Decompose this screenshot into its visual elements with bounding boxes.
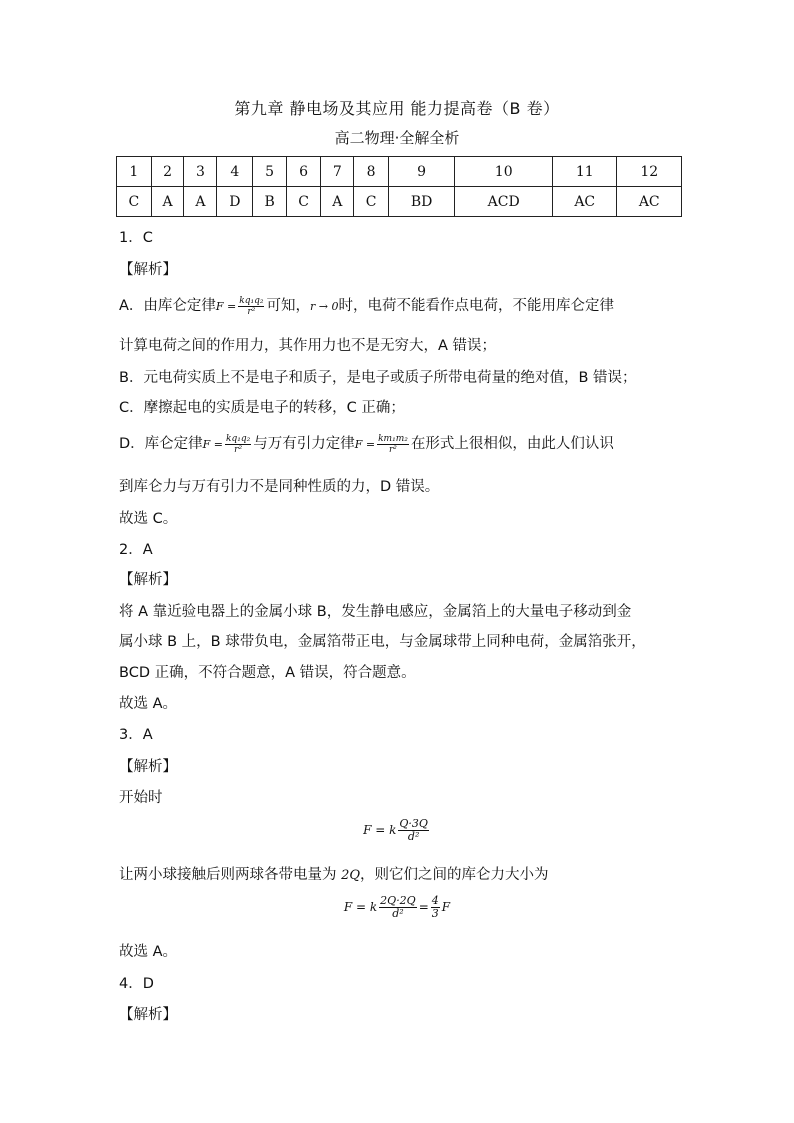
equals-sign: = (418, 900, 429, 914)
q1-conclusion: 故选 C。 (119, 511, 178, 527)
fraction-denominator: r² (234, 444, 243, 455)
table-cell: BD (388, 187, 455, 217)
table-cell: 10 (455, 157, 553, 187)
limit-expression: r → 0 (309, 300, 339, 313)
q1-option-b: B．元电荷实质上不是电子和质子，是电子或质子所带电荷量的绝对值，B 错误； (119, 370, 637, 386)
table-cell: 7 (321, 157, 354, 187)
fraction-denominator: r² (247, 306, 256, 317)
equation-fraction (379, 895, 417, 920)
fraction-numerator: 2Q·2Q (380, 894, 416, 907)
fraction-numerator: 4 (431, 894, 439, 907)
equation-lhs: F = k (363, 823, 397, 837)
q2-line3: BCD 正确，不符合题意，A 错误，符合题意。 (119, 665, 416, 681)
table-cell: 2 (151, 157, 184, 187)
q1-a-pre: A．由库仑定律 (119, 298, 216, 314)
fraction-numerator: Q·3Q (399, 817, 428, 830)
fraction-denominator: d² (407, 830, 420, 843)
answer-table (116, 156, 682, 217)
gravitation-fraction (377, 434, 409, 455)
table-cell: 6 (286, 157, 321, 187)
equation-fraction (398, 818, 429, 843)
table-cell: 9 (388, 157, 455, 187)
q3-equation-2 (0, 895, 794, 920)
q1-analysis-label: 【解析】 (119, 262, 177, 278)
equation-fraction-ratio (431, 895, 440, 920)
fraction-numerator: km₁m₂ (378, 433, 408, 444)
q4-analysis-label: 【解析】 (119, 1007, 177, 1023)
q3-line2 (119, 863, 549, 884)
q1-option-c: C．摩擦起电的实质是电子的转移，C 正确； (119, 400, 405, 416)
fraction-denominator: r² (389, 444, 397, 455)
table-cell: 5 (253, 157, 286, 187)
equation-lhs: F = k (343, 900, 378, 914)
formula-lhs: F = (354, 438, 376, 451)
q2-line1: 将 A 靠近验电器上的金属小球 B，发生静电感应，金属箔上的大量电子移动到金 (119, 604, 632, 620)
q3-analysis-label: 【解析】 (119, 759, 177, 775)
q2-conclusion: 故选 A。 (119, 696, 178, 712)
table-cell: A (321, 187, 354, 217)
q1-option-d-line1 (119, 432, 614, 455)
table-cell: C (286, 187, 321, 217)
q3-heading: 3．A (119, 727, 153, 743)
q1-d-mid: 与万有引力定律 (253, 436, 355, 452)
q1-option-a-line2: 计算电荷之间的作用力，其作用力也不是无穷大，A 错误； (119, 338, 497, 354)
fraction-numerator: kq₁q₂ (226, 433, 251, 444)
q3-equation-1 (0, 818, 794, 843)
q1-a-post: 时，电荷不能看作点电荷，不能用库仑定律 (338, 298, 614, 314)
q1-option-d-line2: 到库仑力与万有引力不是同种性质的力，D 错误。 (119, 479, 440, 495)
q3-line2-pre: 让两小球接触后则两球各带电量为 (119, 867, 342, 883)
table-cell: ACD (455, 187, 553, 217)
formula-lhs: F = (215, 300, 237, 313)
table-cell: B (253, 187, 286, 217)
q1-d-post: 在形式上很相似，由此人们认识 (410, 436, 614, 452)
q1-d-pre: D．库仑定律 (119, 436, 203, 452)
q2-analysis-label: 【解析】 (119, 572, 177, 588)
table-cell: C (354, 187, 389, 217)
table-cell: 1 (117, 157, 152, 187)
q1-heading: 1．C (119, 230, 153, 246)
answer-table-number-row (117, 157, 682, 187)
q2-heading: 2．A (119, 542, 153, 558)
table-cell: 8 (354, 157, 389, 187)
table-cell: A (151, 187, 184, 217)
fraction-numerator: kq₁q₂ (239, 295, 264, 306)
table-cell: A (184, 187, 217, 217)
q3-line2-post: ，则它们之间的库仑力大小为 (360, 867, 549, 883)
charge-variable: 2Q (341, 868, 361, 883)
q3-line1: 开始时 (119, 790, 163, 806)
fraction-denominator: d² (392, 907, 404, 920)
table-cell: 12 (617, 157, 682, 187)
fraction-denominator: 3 (431, 907, 439, 920)
table-cell: AC (617, 187, 682, 217)
coulomb-fraction (225, 434, 251, 455)
document-subtitle: 高二物理·全解全析 (334, 129, 460, 147)
table-cell: 11 (553, 157, 617, 187)
table-cell: D (217, 187, 253, 217)
formula-lhs: F = (202, 438, 224, 451)
q1-a-mid: 可知， (266, 298, 310, 314)
coulomb-fraction (238, 296, 264, 317)
table-cell: AC (553, 187, 617, 217)
q4-heading: 4．D (119, 976, 154, 992)
q2-line2: 属小球 B 上，B 球带负电，金属箔带正电，与金属球带上同种电荷，金属箔张开， (119, 634, 646, 650)
document-title: 第九章 静电场及其应用 能力提高卷（B 卷） (234, 99, 560, 118)
answer-table-answer-row (117, 187, 682, 217)
table-cell: C (117, 187, 152, 217)
q3-conclusion: 故选 A。 (119, 944, 178, 960)
q1-option-a-line1 (119, 294, 614, 317)
equation-rhs: F (441, 900, 451, 914)
table-cell: 3 (184, 157, 217, 187)
table-cell: 4 (217, 157, 253, 187)
